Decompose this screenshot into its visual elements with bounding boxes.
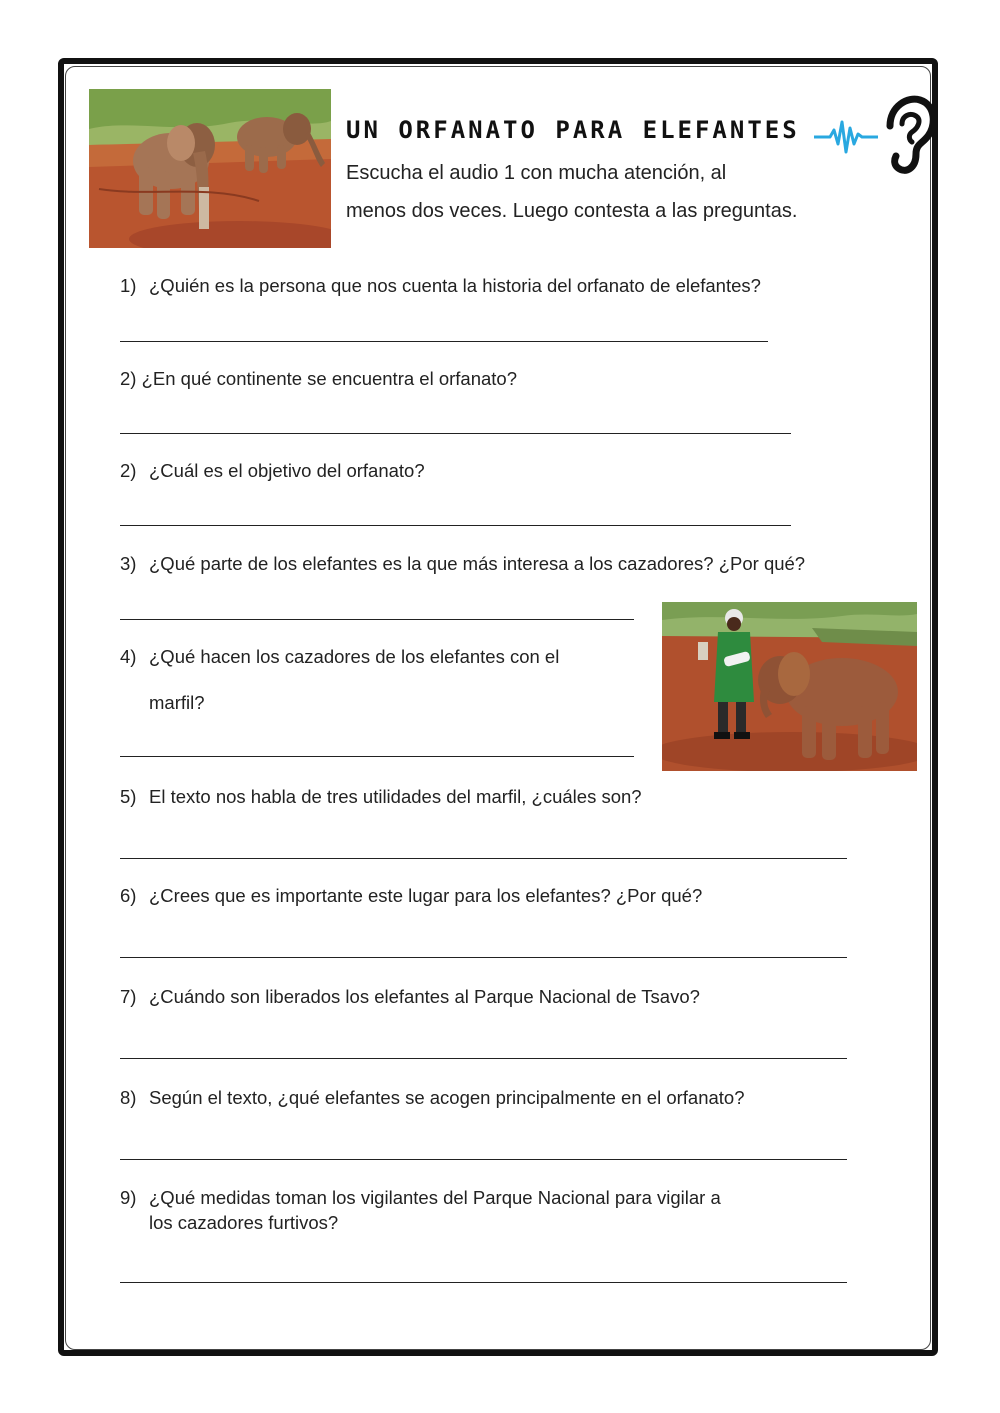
answer-line-4[interactable]: [120, 619, 634, 620]
question-number: 1): [120, 275, 137, 296]
answer-line-8[interactable]: [120, 1058, 847, 1059]
answer-line-3[interactable]: [120, 525, 791, 526]
question-text: Según el texto, ¿qué elefantes se acogen principalmente en el orfanato?: [149, 1087, 745, 1108]
question-10: [120, 1187, 721, 1209]
question-10-continuation: los cazadores furtivos?: [149, 1212, 339, 1233]
question-9: [120, 1087, 745, 1109]
question-5: [120, 646, 559, 668]
question-5-continuation: marfil?: [149, 692, 205, 713]
answer-line-9[interactable]: [120, 1159, 847, 1160]
question-text: ¿Cuándo son liberados los elefantes al Parque Nacional de Tsavo?: [149, 986, 700, 1007]
question-text: ¿Qué medidas toman los vigilantes del Parque Nacional para vigilar a: [149, 1187, 721, 1208]
question-text: ¿Quién es la persona que nos cuenta la historia del orfanato de elefantes?: [149, 275, 761, 296]
question-number: 2): [120, 368, 137, 389]
question-3: [120, 460, 425, 482]
question-number: 3): [120, 553, 137, 574]
ear-icon: [812, 92, 936, 182]
question-text: ¿Qué parte de los elefantes es la que más interesa a los cazadores? ¿Por qué?: [149, 553, 806, 574]
question-number: 2): [120, 460, 137, 481]
question-8: [120, 986, 700, 1008]
question-number: 7): [120, 986, 137, 1007]
answer-line-2[interactable]: [120, 433, 791, 434]
question-number: 9): [120, 1187, 137, 1208]
question-text: El texto nos habla de tres utilidades del marfil, ¿cuáles son?: [149, 786, 642, 807]
question-text: ¿En qué continente se encuentra el orfanato?: [141, 368, 517, 389]
keeper-feeding-elephant-photo: [662, 602, 917, 771]
answer-line-1[interactable]: [120, 341, 768, 342]
answer-line-6[interactable]: [120, 858, 847, 859]
question-number: 8): [120, 1087, 137, 1108]
intro-line-2: menos dos veces. Luego contesta a las preguntas.: [346, 200, 798, 222]
question-text: ¿Qué hacen los cazadores de los elefantes con el: [149, 646, 560, 667]
answer-line-5[interactable]: [120, 756, 634, 757]
question-1: [120, 275, 761, 297]
worksheet-title: UN ORFANATO PARA ELEFANTES: [346, 116, 800, 144]
question-number: 6): [120, 885, 137, 906]
question-text: ¿Crees que es importante este lugar para los elefantes? ¿Por qué?: [149, 885, 703, 906]
question-number: 5): [120, 786, 137, 807]
question-text: ¿Cuál es el objetivo del orfanato?: [149, 460, 425, 481]
question-7: [120, 885, 702, 907]
question-4: [120, 553, 805, 575]
answer-line-7[interactable]: [120, 957, 847, 958]
answer-line-10[interactable]: [120, 1282, 847, 1283]
question-2: [120, 368, 517, 390]
intro-line-1: Escucha el audio 1 con mucha atención, al: [346, 162, 727, 184]
question-number: 4): [120, 646, 137, 667]
question-6: [120, 786, 642, 808]
elephants-photo: [89, 89, 331, 248]
sound-wave-icon: [814, 122, 878, 152]
